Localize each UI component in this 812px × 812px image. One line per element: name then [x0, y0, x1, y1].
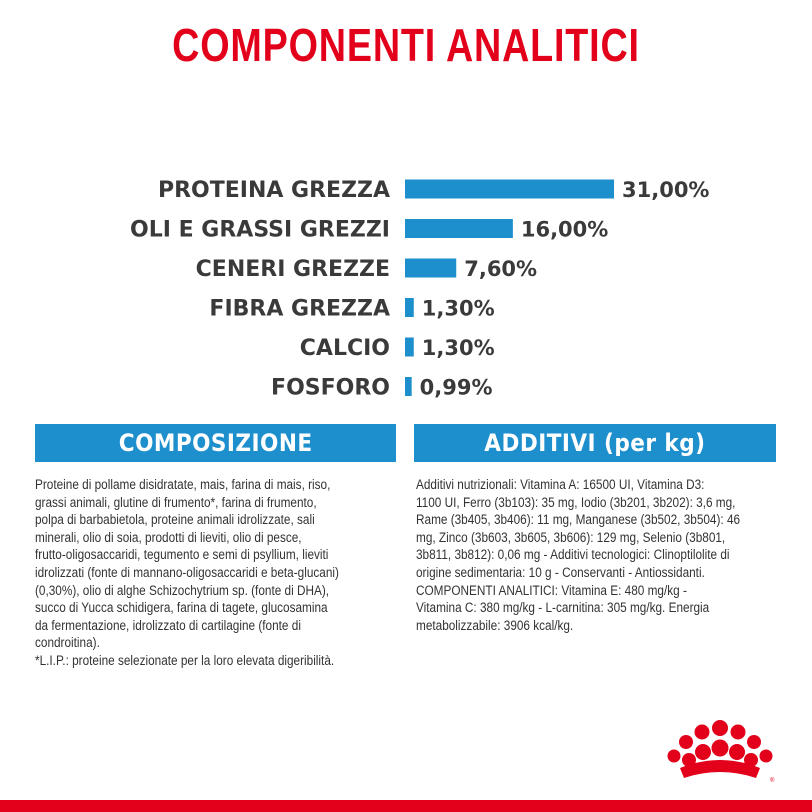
composizione-line: grassi animali, glutine di frumento*, farina di frumento,: [35, 494, 317, 510]
category-label: CALCIO: [299, 336, 390, 361]
composizione-text: [35, 476, 396, 670]
additivi-line: Rame (3b405, 3b406): 11 mg, Manganese (3b502, 3b504): 46: [416, 512, 741, 528]
additivi-line: COMPONENTI ANALITICI: Vitamina E: 480 mg/kg -: [416, 582, 687, 598]
bar: [405, 259, 456, 278]
value-label: 1,30%: [421, 296, 495, 321]
footer-bar: [0, 800, 812, 812]
category-label: FIBRA GREZZA: [209, 296, 390, 322]
bar: [405, 298, 414, 317]
bar: [405, 338, 414, 357]
value-label: 16,00%: [520, 217, 609, 242]
value-label: 1,30%: [421, 336, 495, 360]
additivi-line: Additivi nutrizionali: Vitamina A: 16500 UI, Vitamina D3:: [416, 477, 705, 492]
additivi-line: Vitamina C: 380 mg/kg - L-carnitina: 305 mg/kg. Energia: [416, 600, 710, 616]
composizione-line: (0,30%), olio di alghe Schizochytrium sp. (fonte di DHA),: [35, 582, 330, 598]
composizione-line: idrolizzati (fonte di mannano-oligosaccaridi e beta-glucani): [35, 564, 339, 580]
composizione-line: frutto-oligosaccaridi, tegumento e semi di psyllium, lieviti: [35, 547, 329, 563]
royal-canin-crown-logo-icon: [664, 718, 776, 784]
bar: [405, 219, 513, 238]
composizione-line: da fermentazione, idrolizzato di cartilagine (fonte di: [35, 617, 301, 633]
category-label: OLI E GRASSI GREZZI: [130, 217, 390, 243]
bar: [405, 180, 614, 199]
category-label: PROTEINA GREZZA: [157, 178, 390, 203]
composizione-line: minerali, olio di soia, prodotti di lieviti, olio di pesce,: [35, 529, 302, 545]
additivi-header: [414, 424, 776, 462]
additivi-line: mg, Zinco (3b603, 3b605, 3b606): 129 mg, Selenio (3b801,: [416, 529, 726, 545]
value-label: 0,99%: [419, 375, 493, 400]
category-label: CENERI GREZZE: [195, 257, 390, 282]
additivi-line: origine sedimentaria: 10 g - Conservanti - Antiossidanti.: [416, 564, 705, 580]
nutrient-bar-chart: [0, 160, 812, 410]
composizione-header: [35, 424, 396, 462]
bar: [405, 377, 412, 396]
composizione-footnote: *L.I.P.: proteine selezionate per la loro elevata digeribilità.: [35, 652, 335, 668]
composizione-line: condroitina).: [35, 635, 100, 651]
composizione-line: succo di Yucca schidigera, farina di tagete, glucosamina: [35, 600, 328, 616]
page-title: COMPONENTI ANALITICI: [172, 19, 640, 71]
additivi-header-label: ADDITIVI (per kg): [484, 429, 706, 457]
additivi-line: metabolizzabile: 3906 kcal/kg.: [416, 617, 574, 633]
value-label: 7,60%: [464, 257, 538, 281]
value-label: 31,00%: [622, 178, 710, 202]
svg-text:®: ®: [770, 778, 775, 784]
additivi-text: [416, 476, 777, 634]
composizione-line: polpa di barbabietola, proteine animali idrolizzate, sali: [35, 512, 315, 528]
additivi-line: 1100 UI, Ferro (3b103): 35 mg, Iodio (3b201, 3b202): 3,6 mg,: [416, 494, 736, 510]
composizione-line: Proteine di pollame disidratate, mais, farina di mais, riso,: [35, 477, 331, 492]
composizione-header-label: COMPOSIZIONE: [118, 429, 313, 457]
category-label: FOSFORO: [271, 375, 390, 401]
additivi-line: 3b811, 3b812): 0,06 mg - Additivi tecnologici: Clinoptilolite di: [416, 547, 730, 563]
